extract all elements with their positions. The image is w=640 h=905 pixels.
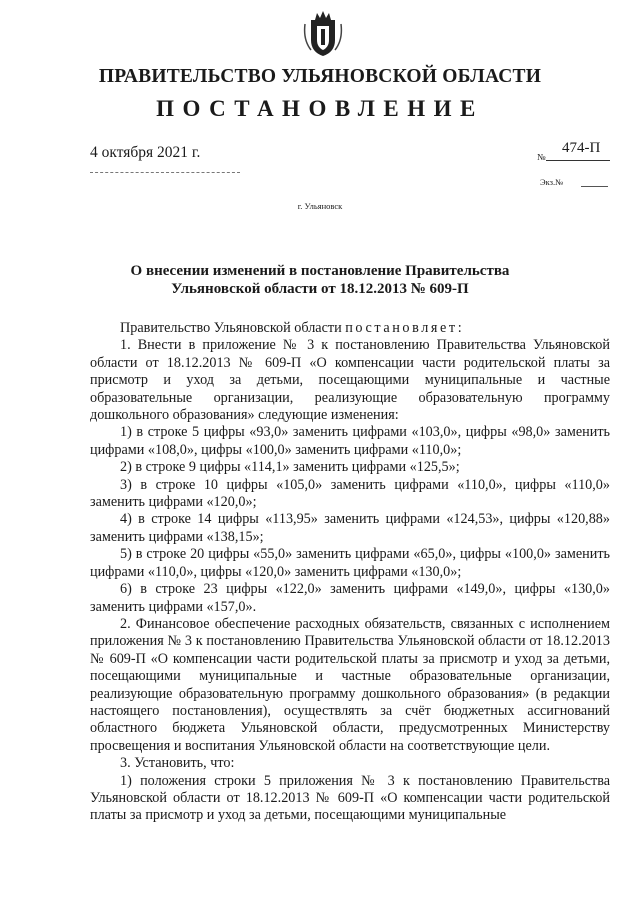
organization-heading: ПРАВИТЕЛЬСТВО УЛЬЯНОВСКОЙ ОБЛАСТИ [98,66,542,87]
subparagraph-1-5: 5) в строке 20 цифры «55,0» заменить цифрами «65,0», цифры «100,0» заменить цифрами «110,0», цифры «120,0» заменить цифрами «130,0»; [90,546,610,580]
title-line-2: Ульяновской области от 18.12.2013 № 609-П [171,281,469,297]
paragraph-3: 3. Установить, что: [120,755,235,772]
document-type-heading: ПОСТАНОВЛЕНИЕ [156,96,484,121]
document-body [90,320,610,825]
subparagraph-1-6: 6) в строке 23 цифры «122,0» заменить цифрами «149,0», цифры «130,0» заменить цифрами «157,0». [90,581,610,615]
document-number: 474-П [562,140,601,156]
number-underline [546,160,610,161]
subparagraph-3-1: 1) положения строки 5 приложения № 3 к постановлению Правительства Ульяновской области от 18.12.2013 № 609-П «О компенсации части родительской платы за присмотр и уход за детьми, посещающими муниципальные [90,772,610,824]
date-underline [90,172,240,173]
city-label: г. Ульяновск [297,201,343,211]
title-line-1: О внесении изменений в постановление Правительства [130,263,510,279]
subparagraph-1-1: 1) в строке 5 цифры «93,0» заменить цифрами «103,0», цифры «98,0» заменить цифрами «108,0», цифры «100,0» заменить цифрами «110,0»; [90,424,610,458]
document-date: 4 октября 2021 г. [90,144,201,161]
paragraph-1: 1. Внести в приложение № 3 к постановлению Правительства Ульяновской области от 18.12.2013 № 609-П «О компенсации части родительской платы за присмотр и уход за детьми, посещающими муниципальные и частные образовательные организации, реализующие образовательную программу дошкольного образования» следующие изменения: [90,337,610,424]
document-title [100,262,540,298]
number-label: № [537,152,546,162]
intro-prefix: Правительство Ульяновской области [120,320,346,336]
subparagraph-1-4: 4) в строке 14 цифры «113,95» заменить цифрами «124,53», цифры «120,88» заменить цифрами «138,15»; [90,511,610,545]
paragraph-2: 2. Финансовое обеспечение расходных обязательств, связанных с исполнением приложения № 3 к постановлению Правительства Ульяновской области от 18.12.2013 № 609-П «О компенсации части родительской платы за присмотр и уход за детьми, посещающими муниципальные и частные образовательные организации, реализующие образовательную программу дошкольного образования» (в редакции настоящего постановления), осуществлять за счёт бюджетных ассигнований областного бюджета Ульяновской области, предусмотренных Министерству просвещения и воспитания Ульяновской области на соответствующие цели. [90,615,610,754]
intro-paragraph [90,320,610,337]
subparagraph-1-2: 2) в строке 9 цифры «114,1» заменить цифрами «125,5»; [120,459,460,476]
copy-number-underline [581,186,608,187]
coat-of-arms-icon [303,10,343,60]
intro-keyword: постановляет: [345,320,465,336]
subparagraph-1-3: 3) в строке 10 цифры «105,0» заменить цифрами «110,0», цифры «110,0» заменить цифрами «120,0»; [90,476,610,511]
copy-number-label: Экз.№ [540,177,564,187]
